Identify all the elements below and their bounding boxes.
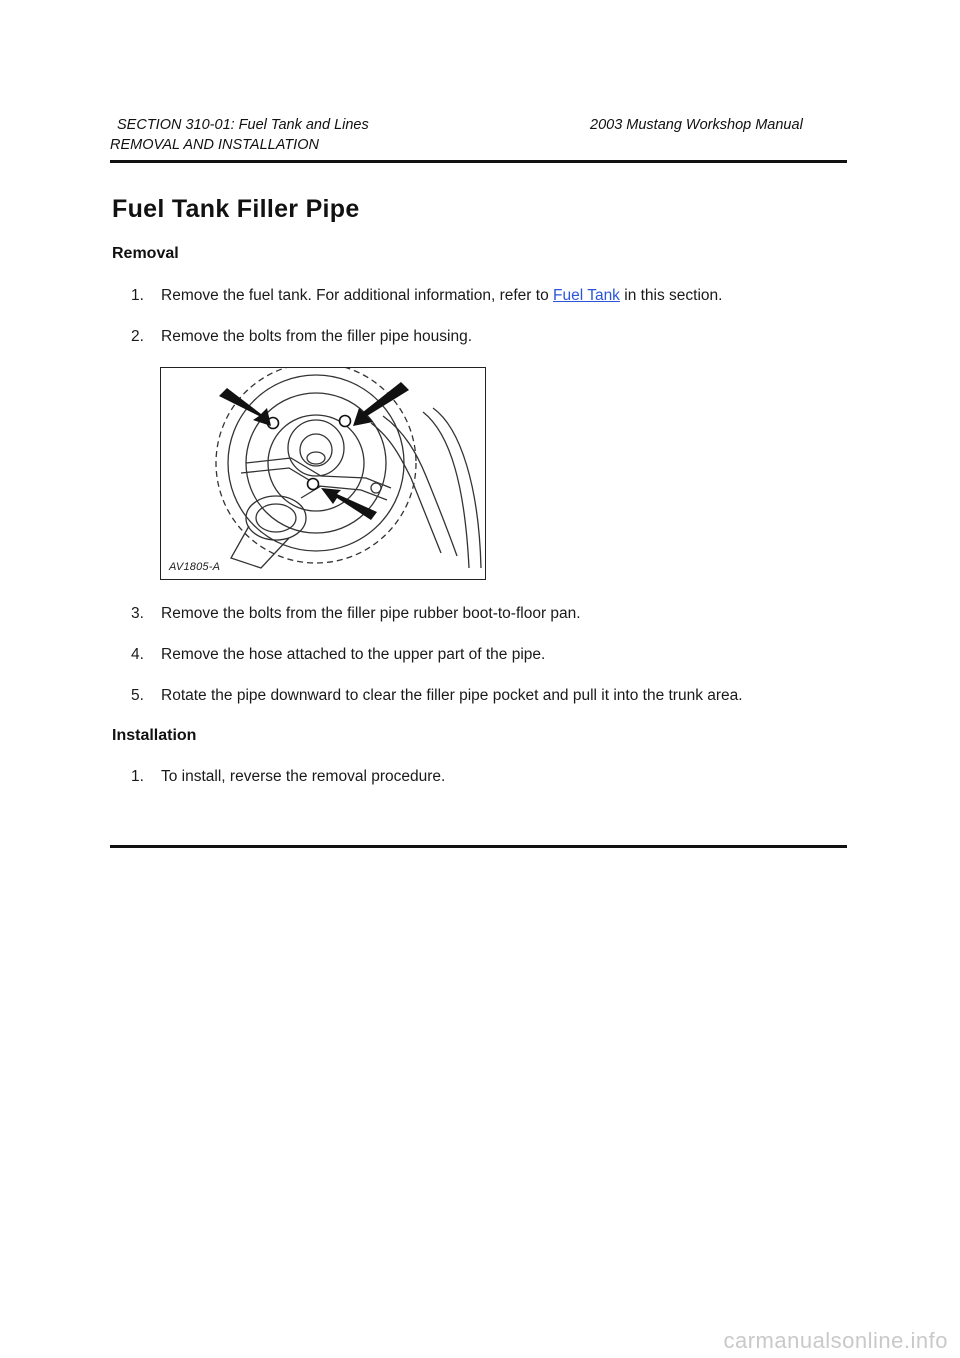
step-number: 5. — [131, 687, 144, 704]
removal-heading: Removal — [112, 245, 179, 262]
step-text: Remove the bolts from the filler pipe rubber boot-to-floor pan. — [161, 605, 581, 622]
fuel-tank-link[interactable]: Fuel Tank — [553, 287, 620, 304]
page-title: Fuel Tank Filler Pipe — [112, 195, 360, 223]
removal-step-5 — [131, 687, 743, 705]
step-number: 1. — [131, 287, 144, 304]
footer-divider — [110, 845, 847, 848]
filler-pipe-illustration — [161, 368, 487, 581]
step-text: Remove the fuel tank. For additional information, refer to — [161, 287, 554, 304]
step-text: Remove the hose attached to the upper part of the pipe. — [161, 646, 546, 663]
bolt-marker — [308, 479, 319, 490]
arrow-pointer — [353, 382, 409, 426]
step-number: 1. — [131, 768, 144, 785]
header-section-title: SECTION 310-01: Fuel Tank and Lines — [117, 117, 369, 133]
step-text-after: in this section. — [619, 287, 723, 304]
removal-step-2 — [131, 328, 472, 346]
step-text: Rotate the pipe downward to clear the filler pipe pocket and pull it into the trunk area. — [161, 687, 743, 704]
removal-step-1 — [131, 287, 722, 305]
figure-label: AV1805-A — [169, 561, 221, 573]
step-number: 4. — [131, 646, 144, 663]
removal-step-3 — [131, 605, 581, 623]
installation-heading: Installation — [112, 727, 197, 744]
arrow-pointer — [219, 388, 271, 426]
step-text: Remove the bolts from the filler pipe housing. — [161, 328, 473, 345]
header-manual-title: 2003 Mustang Workshop Manual — [590, 117, 803, 133]
step-number: 3. — [131, 605, 144, 622]
step-text: To install, reverse the removal procedure. — [161, 768, 446, 785]
watermark: carmanualsonline.info — [723, 1328, 948, 1353]
installation-step-1 — [131, 768, 445, 786]
removal-step-4 — [131, 646, 545, 664]
bolt-marker — [340, 416, 351, 427]
header-divider — [110, 160, 847, 163]
filler-pipe-housing-figure — [160, 367, 486, 580]
step-number: 2. — [131, 328, 144, 345]
header-subtitle: REMOVAL AND INSTALLATION — [110, 137, 319, 153]
